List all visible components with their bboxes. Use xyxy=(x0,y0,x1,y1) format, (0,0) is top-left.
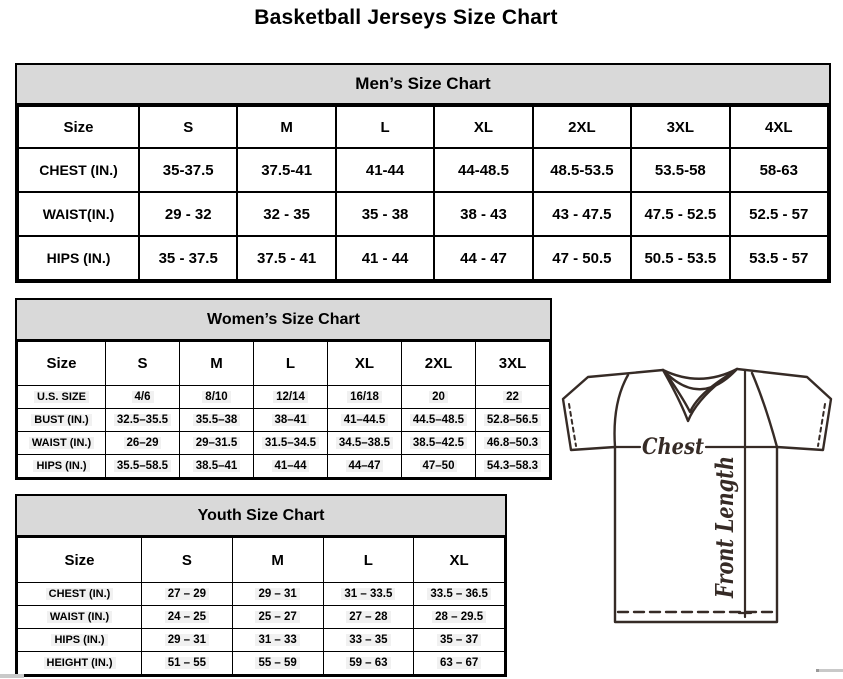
scrollbar-fragment-right xyxy=(816,669,843,672)
cell-value: 29 - 32 xyxy=(139,192,237,236)
cell-value: 37.5 - 41 xyxy=(237,236,335,280)
size-table xyxy=(17,537,505,675)
cell-value: 48.5-53.5 xyxy=(533,148,631,192)
size-column-header: S xyxy=(106,342,180,386)
cell-value: 24 – 25 xyxy=(142,606,233,629)
size-column-header: XL xyxy=(328,342,402,386)
table-row xyxy=(18,236,828,280)
cell-value: 63 – 67 xyxy=(414,652,505,675)
chest-label: Chest xyxy=(642,434,704,460)
cell-value: 35-37.5 xyxy=(139,148,237,192)
cell-value: 25 – 27 xyxy=(232,606,323,629)
cell-value: 29 – 31 xyxy=(232,583,323,606)
size-corner-label: Size xyxy=(18,106,139,148)
cell-value: 50.5 - 53.5 xyxy=(631,236,729,280)
size-column-header: 2XL xyxy=(533,106,631,148)
cell-value: 52.5 - 57 xyxy=(730,192,828,236)
size-column-header: XL xyxy=(414,538,505,583)
size-corner-label: Size xyxy=(18,342,106,386)
size-table xyxy=(17,341,550,478)
row-label: WAIST (IN.) xyxy=(18,432,106,455)
size-column-header: 4XL xyxy=(730,106,828,148)
cell-value: 41–44.5 xyxy=(328,409,402,432)
cell-value: 43 - 47.5 xyxy=(533,192,631,236)
page-title: Basketball Jerseys Size Chart xyxy=(254,6,558,29)
size-column-header: L xyxy=(323,538,414,583)
cell-value: 29–31.5 xyxy=(180,432,254,455)
cell-value: 59 – 63 xyxy=(323,652,414,675)
row-label: U.S. SIZE xyxy=(18,386,106,409)
cell-value: 35 – 37 xyxy=(414,629,505,652)
cell-value: 44–47 xyxy=(328,455,402,478)
cell-value: 12/14 xyxy=(254,386,328,409)
size-column-header: M xyxy=(180,342,254,386)
cell-value: 47–50 xyxy=(402,455,476,478)
row-label: HIPS (IN.) xyxy=(18,236,139,280)
cell-value: 31 – 33 xyxy=(232,629,323,652)
cell-value: 32.5–35.5 xyxy=(106,409,180,432)
cell-value: 35.5–58.5 xyxy=(106,455,180,478)
size-column-header: S xyxy=(139,106,237,148)
size-corner-label: Size xyxy=(18,538,142,583)
cell-value: 34.5–38.5 xyxy=(328,432,402,455)
right-armhole-seam xyxy=(752,373,777,447)
cell-value: 41 - 44 xyxy=(336,236,434,280)
row-label: HIPS (IN.) xyxy=(18,455,106,478)
cell-value: 58-63 xyxy=(730,148,828,192)
size-column-header: 3XL xyxy=(476,342,550,386)
table-row xyxy=(18,192,828,236)
cell-value: 38.5–42.5 xyxy=(402,432,476,455)
womens-size-chart-table xyxy=(15,298,552,480)
row-label: WAIST (IN.) xyxy=(18,606,142,629)
cell-value: 53.5-58 xyxy=(631,148,729,192)
cell-value: 46.8–50.3 xyxy=(476,432,550,455)
row-label: BUST (IN.) xyxy=(18,409,106,432)
size-column-header: M xyxy=(237,106,335,148)
jersey-diagram xyxy=(558,358,840,630)
row-label: CHEST (IN.) xyxy=(18,583,142,606)
table-row xyxy=(18,386,550,409)
table-row xyxy=(18,409,550,432)
scrollbar-fragment-left xyxy=(0,674,24,678)
table-row xyxy=(18,606,505,629)
cell-value: 44-48.5 xyxy=(434,148,532,192)
row-label: WAIST(IN.) xyxy=(18,192,139,236)
table-row xyxy=(18,148,828,192)
cell-value: 28 – 29.5 xyxy=(414,606,505,629)
youth-size-chart-table xyxy=(15,494,507,677)
cell-value: 26–29 xyxy=(106,432,180,455)
cell-value: 47.5 - 52.5 xyxy=(631,192,729,236)
cell-value: 22 xyxy=(476,386,550,409)
cell-value: 20 xyxy=(402,386,476,409)
cell-value: 31.5–34.5 xyxy=(254,432,328,455)
cell-value: 27 – 28 xyxy=(323,606,414,629)
cell-value: 54.3–58.3 xyxy=(476,455,550,478)
table-title: Men’s Size Chart xyxy=(17,65,829,105)
cell-value: 38–41 xyxy=(254,409,328,432)
mens-size-chart-table xyxy=(15,63,831,283)
cell-value: 41–44 xyxy=(254,455,328,478)
cell-value: 27 – 29 xyxy=(142,583,233,606)
cell-value: 44.5–48.5 xyxy=(402,409,476,432)
cell-value: 55 – 59 xyxy=(232,652,323,675)
cell-value: 32 - 35 xyxy=(237,192,335,236)
row-label: HIPS (IN.) xyxy=(18,629,142,652)
table-row xyxy=(18,629,505,652)
cell-value: 52.8–56.5 xyxy=(476,409,550,432)
size-column-header: M xyxy=(232,538,323,583)
table-title: Youth Size Chart xyxy=(17,496,505,537)
cell-value: 44 - 47 xyxy=(434,236,532,280)
cell-value: 35 - 38 xyxy=(336,192,434,236)
cell-value: 31 – 33.5 xyxy=(323,583,414,606)
size-column-header: L xyxy=(254,342,328,386)
cell-value: 8/10 xyxy=(180,386,254,409)
cell-value: 53.5 - 57 xyxy=(730,236,828,280)
table-row xyxy=(18,652,505,675)
cell-value: 38.5–41 xyxy=(180,455,254,478)
row-label: HEIGHT (IN.) xyxy=(18,652,142,675)
left-armhole-seam xyxy=(615,375,628,447)
cell-value: 35.5–38 xyxy=(180,409,254,432)
table-row xyxy=(18,583,505,606)
size-column-header: L xyxy=(336,106,434,148)
size-column-header: XL xyxy=(434,106,532,148)
cell-value: 33 – 35 xyxy=(323,629,414,652)
size-column-header: 2XL xyxy=(402,342,476,386)
cell-value: 37.5-41 xyxy=(237,148,335,192)
row-label: CHEST (IN.) xyxy=(18,148,139,192)
size-table xyxy=(17,105,829,281)
cell-value: 33.5 – 36.5 xyxy=(414,583,505,606)
table-title: Women’s Size Chart xyxy=(17,300,550,341)
size-column-header: 3XL xyxy=(631,106,729,148)
cell-value: 38 - 43 xyxy=(434,192,532,236)
cell-value: 16/18 xyxy=(328,386,402,409)
cell-value: 47 - 50.5 xyxy=(533,236,631,280)
table-row xyxy=(18,432,550,455)
cell-value: 51 – 55 xyxy=(142,652,233,675)
cell-value: 41-44 xyxy=(336,148,434,192)
cell-value: 35 - 37.5 xyxy=(139,236,237,280)
front-length-label: Front Length xyxy=(710,420,739,598)
table-row xyxy=(18,455,550,478)
size-column-header: S xyxy=(142,538,233,583)
cell-value: 29 – 31 xyxy=(142,629,233,652)
cell-value: 4/6 xyxy=(106,386,180,409)
